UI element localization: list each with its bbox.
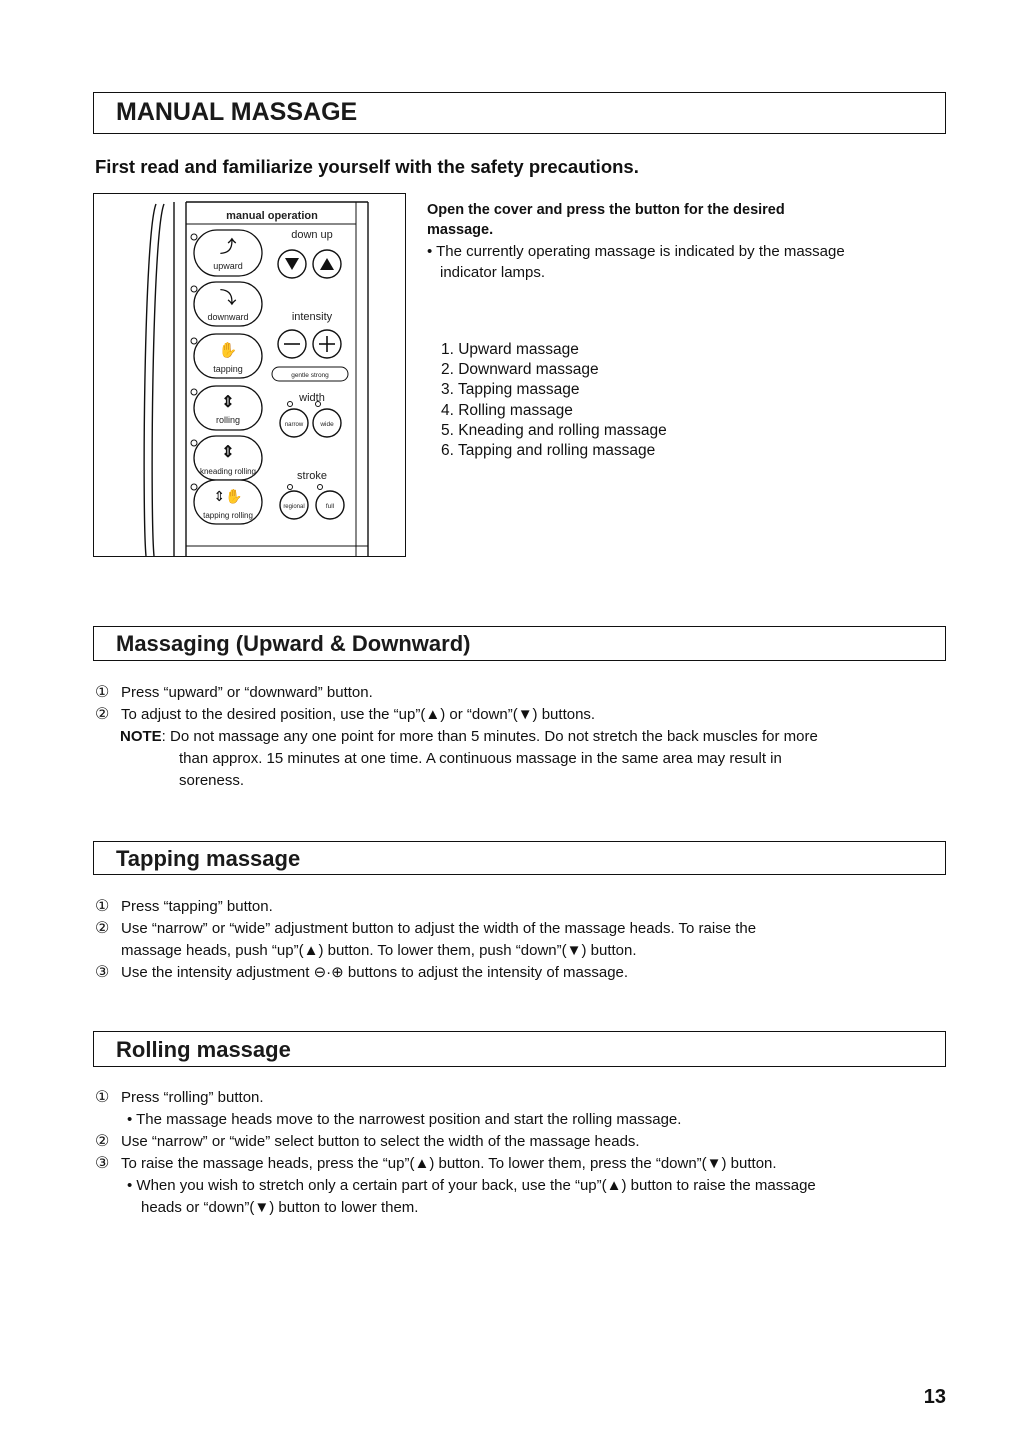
remote-diagram (94, 194, 407, 558)
section-updown-box (93, 626, 946, 661)
updown-note-1: NOTE: Do not massage any one point for more than 5 minutes. Do not stretch the back muscles for more (120, 728, 818, 745)
tapping-rolling-label: tapping rolling (203, 511, 253, 520)
tapping-rolling-button[interactable] (191, 480, 262, 524)
rolling-step-3-bullet-1: • When you wish to stretch only a certain part of your back, use the “up”(▲) button to raise the massage (127, 1177, 816, 1194)
rolling-step-2: ② Use “narrow” or “wide” select button to select the width of the massage heads. (95, 1131, 640, 1153)
tapping-button[interactable] (191, 334, 262, 378)
tapping-step-2: ② Use “narrow” or “wide” adjustment button to adjust the width of the massage heads. To raise the (95, 918, 756, 940)
tapping-step-1: ① Press “tapping” button. (95, 896, 273, 918)
step-marker: ② (95, 1133, 110, 1150)
full-label: full (325, 503, 335, 510)
list-item: 4. Rolling massage (441, 401, 573, 419)
step-marker: ① (95, 898, 110, 915)
control-panel-illustration (93, 193, 406, 557)
step-marker: ① (95, 1089, 110, 1106)
intensity-indicator (272, 367, 348, 381)
list-item: 2. Downward massage (441, 361, 599, 379)
list-item: 1. Upward massage (441, 341, 579, 358)
rolling-step-3: ③ To raise the massage heads, press the “up”(▲) button. To lower them, press the “down”(▼) button. (95, 1153, 777, 1175)
regional-label: regional (283, 504, 305, 510)
tapping-icon: ✋ (218, 342, 238, 359)
panel-heading: manual operation (226, 210, 318, 222)
updown-step-1: ① Press “upward” or “downward” button. (95, 682, 373, 704)
updown-note-3: soreness. (179, 772, 245, 789)
upward-button[interactable] (191, 230, 262, 276)
massage-list (441, 340, 667, 461)
upward-label: upward (213, 261, 243, 271)
step-marker: ② (95, 920, 110, 937)
regional-button[interactable] (280, 491, 308, 519)
step-marker: ③ (95, 964, 110, 981)
rolling-step-3-bullet-2: heads or “down”(▼) button to lower them. (141, 1199, 419, 1216)
intro-heading: First read and familiarize yourself with the safety precautions. (95, 156, 639, 177)
step-marker: ③ (95, 1155, 110, 1172)
wide-button[interactable] (313, 409, 341, 437)
page-title: MANUAL MASSAGE (116, 98, 358, 126)
step-marker: ① (95, 684, 110, 701)
kneading-rolling-label: kneading rolling (199, 467, 257, 476)
kneading-rolling-button[interactable] (191, 436, 262, 480)
downward-arrow-icon: ⤵ (219, 290, 237, 307)
up-button[interactable] (313, 250, 341, 278)
instruction-lead-2: massage. (427, 222, 494, 238)
updown-note-2: than approx. 15 minutes at one time. A continuous massage in the same area may result in (179, 750, 782, 767)
upward-arrow-icon: ⤴ (219, 239, 237, 256)
tapping-rolling-icon: ⇕✋ (213, 488, 243, 504)
intensity-plus-button[interactable] (313, 330, 341, 358)
tapping-step-2-cont: massage heads, push “up”(▲) button. To lower them, push “down”(▼) button. (121, 942, 637, 959)
rolling-icon: ⇕ (221, 394, 235, 411)
tapping-step-3: ③ Use the intensity adjustment ⊖·⊕ buttons to adjust the intensity of massage. (95, 962, 628, 984)
downward-button[interactable] (191, 282, 262, 326)
down-up-label: down up (291, 229, 333, 241)
instruction-bullet-2: indicator lamps. (440, 264, 546, 281)
rolling-button[interactable] (191, 386, 262, 430)
section-tapping-box (93, 841, 946, 875)
gentle-strong-label: gentle strong (291, 372, 329, 379)
kneading-icon: ⇕ (221, 444, 235, 461)
wide-label: wide (320, 421, 334, 428)
tapping-label: tapping (213, 364, 243, 374)
downward-label: downward (207, 312, 249, 322)
rolling-step-1: ① Press “rolling” button. (95, 1087, 264, 1109)
full-button[interactable] (316, 491, 344, 519)
width-label: width (299, 392, 325, 404)
list-item: 6. Tapping and rolling massage (441, 442, 656, 460)
rolling-step-1-bullet: • The massage heads move to the narrowest position and start the rolling massage. (127, 1111, 682, 1128)
section-tapping-title: Tapping massage (116, 846, 301, 871)
page-number: 13 (923, 1386, 946, 1408)
intensity-minus-button[interactable] (278, 330, 306, 358)
section-updown-title: Massaging (Upward & Downward) (116, 631, 471, 656)
intensity-label: intensity (291, 311, 333, 323)
step-marker: ② (95, 706, 110, 723)
stroke-label: stroke (297, 470, 327, 482)
list-item: 3. Tapping massage (441, 381, 580, 399)
note-label: NOTE (120, 728, 162, 745)
list-item: 5. Kneading and rolling massage (441, 421, 667, 439)
instruction-lead-1: Open the cover and press the button for the desired (427, 202, 785, 218)
section-rolling-title: Rolling massage (116, 1037, 291, 1062)
narrow-label: narrow (284, 422, 304, 428)
updown-step-2: ② To adjust to the desired position, use the “up”(▲) or “down”(▼) buttons. (95, 704, 595, 726)
section-rolling-box (93, 1031, 946, 1067)
instruction-bullet-1: • The currently operating massage is indicated by the massage (427, 243, 845, 260)
down-button[interactable] (278, 250, 306, 278)
title-box (93, 92, 946, 134)
narrow-button[interactable] (280, 409, 308, 437)
rolling-label: rolling (215, 415, 241, 425)
